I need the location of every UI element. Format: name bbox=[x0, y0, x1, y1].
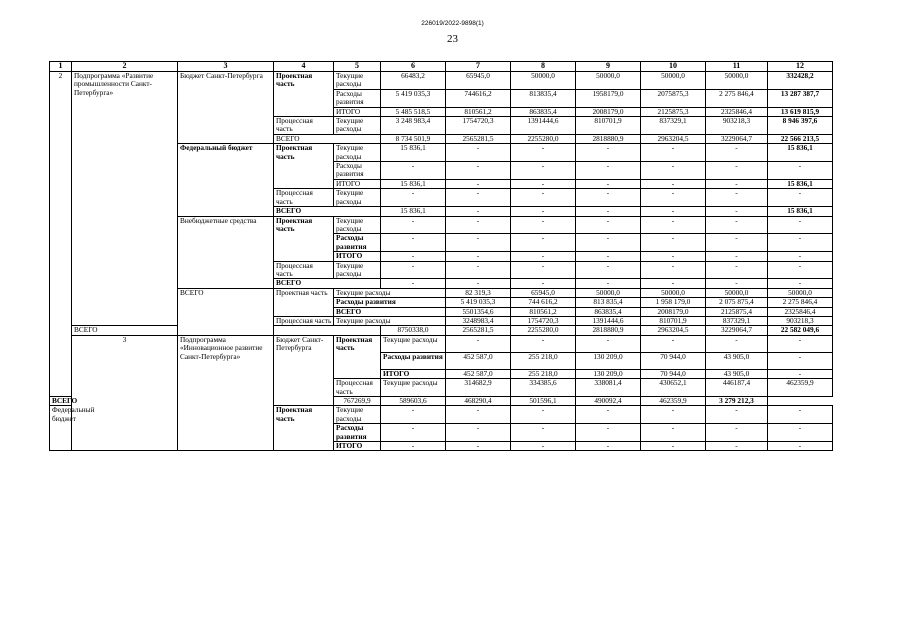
part-label: Проектная часть bbox=[274, 216, 334, 261]
table-cell: - bbox=[446, 261, 511, 279]
table-cell: - bbox=[511, 424, 576, 442]
funding-source: Внебюджетные средства bbox=[178, 216, 274, 288]
table-cell: 15 836,1 bbox=[381, 144, 446, 162]
table-cell: - bbox=[446, 179, 511, 188]
table-cell: 430652,1 bbox=[641, 379, 706, 397]
table-cell: 3 279 212,3 bbox=[706, 397, 768, 406]
table-cell: 2255280,0 bbox=[511, 326, 576, 335]
table-cell: 3229064,7 bbox=[706, 134, 768, 143]
table-cell: - bbox=[641, 234, 706, 252]
table-cell: - bbox=[381, 424, 446, 442]
table-cell: - bbox=[446, 216, 511, 234]
table-cell: 332428,2 bbox=[768, 72, 833, 90]
table-cell: 813 835,4 bbox=[576, 298, 641, 307]
expense-type: Текущие расходы bbox=[334, 261, 381, 279]
table-cell: - bbox=[706, 144, 768, 162]
table-cell: - bbox=[381, 279, 446, 288]
part-label: Процессная часть bbox=[274, 261, 334, 279]
table-cell: 70 944,0 bbox=[641, 352, 706, 369]
table-cell: 589603,6 bbox=[381, 397, 446, 406]
table-cell: - bbox=[768, 252, 833, 261]
col-header: 3 bbox=[178, 62, 274, 72]
table-cell: 903218,3 bbox=[768, 316, 833, 325]
expense-type: Расходы развития bbox=[334, 89, 381, 107]
table-cell: 863835,4 bbox=[511, 107, 576, 116]
col-header: 8 bbox=[511, 62, 576, 72]
table-cell: 2125875,3 bbox=[641, 107, 706, 116]
table-cell: 501596,1 bbox=[511, 397, 576, 406]
table-cell: 1391444,6 bbox=[511, 117, 576, 135]
total-label: ВСЕГО bbox=[50, 397, 178, 406]
table-cell: - bbox=[641, 335, 706, 352]
table-cell: - bbox=[641, 406, 706, 424]
table-cell: - bbox=[511, 179, 576, 188]
expense-type: Текущие расходы bbox=[334, 316, 446, 325]
table-cell: 767269,9 bbox=[334, 397, 381, 406]
table-cell: - bbox=[511, 216, 576, 234]
table-cell: - bbox=[381, 234, 446, 252]
table-cell: 50000,0 bbox=[706, 72, 768, 90]
table-cell: - bbox=[576, 406, 641, 424]
table-cell: 1391444,6 bbox=[576, 316, 641, 325]
table-cell: - bbox=[576, 162, 641, 180]
table-cell: 1958179,0 bbox=[576, 89, 641, 107]
table-cell: - bbox=[381, 252, 446, 261]
expense-type: ИТОГО bbox=[334, 179, 381, 188]
table-cell: - bbox=[511, 144, 576, 162]
table-cell: 15 836,1 bbox=[768, 179, 833, 188]
table-cell: 50000,0 bbox=[768, 288, 833, 297]
table-cell: 8 946 397,6 bbox=[768, 117, 833, 135]
table-cell: - bbox=[576, 144, 641, 162]
part-label: Проектная часть bbox=[334, 335, 381, 378]
table-cell: - bbox=[768, 369, 833, 378]
table-cell: 82 319,3 bbox=[446, 288, 511, 297]
table-cell: - bbox=[706, 279, 768, 288]
table-cell: 837329,1 bbox=[706, 316, 768, 325]
table-cell: 50000,0 bbox=[641, 72, 706, 90]
row-number: 2 bbox=[50, 72, 72, 397]
expense-type: ИТОГО bbox=[334, 442, 381, 451]
table-cell: 15 836,1 bbox=[768, 207, 833, 216]
table-cell: - bbox=[768, 442, 833, 451]
table-cell: 15 836,1 bbox=[381, 179, 446, 188]
table-cell: 2565281,5 bbox=[446, 134, 511, 143]
table-cell: 43 905,0 bbox=[706, 352, 768, 369]
page-number: 23 bbox=[447, 33, 458, 45]
table-cell: - bbox=[511, 335, 576, 352]
table-cell: - bbox=[706, 442, 768, 451]
table-cell: - bbox=[768, 352, 833, 369]
col-header: 10 bbox=[641, 62, 706, 72]
table-cell: 5 419 035,3 bbox=[381, 89, 446, 107]
table-cell: - bbox=[768, 216, 833, 234]
table-cell: 22 566 213,5 bbox=[768, 134, 833, 143]
table-cell: 50000,0 bbox=[706, 288, 768, 297]
funding-source: Федеральный бюджет bbox=[50, 406, 72, 451]
table-cell: 130 209,0 bbox=[576, 369, 641, 378]
table-cell: 5 485 518,5 bbox=[381, 107, 446, 116]
expense-type: Расходы развития bbox=[334, 298, 446, 307]
expense-type: Расходы развития bbox=[381, 352, 446, 369]
table-cell: 255 218,0 bbox=[511, 369, 576, 378]
funding-source: Бюджет Санкт-Петербурга bbox=[274, 335, 334, 406]
part-label: Процессная часть bbox=[274, 189, 334, 207]
total-label: ВСЕГО bbox=[274, 134, 381, 143]
table-cell: - bbox=[446, 424, 511, 442]
table-cell: - bbox=[381, 442, 446, 451]
expense-type: Текущие расходы bbox=[381, 379, 446, 397]
table-cell: 15 836,1 bbox=[381, 207, 446, 216]
table-cell: 468290,4 bbox=[446, 397, 511, 406]
table-cell: 66483,2 bbox=[381, 72, 446, 90]
table-cell: 837329,1 bbox=[641, 117, 706, 135]
table-cell: 334385,6 bbox=[511, 379, 576, 397]
expense-type: ИТОГО bbox=[334, 252, 381, 261]
table-cell: 314682,9 bbox=[446, 379, 511, 397]
table-cell: 744616,2 bbox=[446, 89, 511, 107]
table-cell: - bbox=[511, 279, 576, 288]
table-cell: 2325846,4 bbox=[706, 107, 768, 116]
table-row bbox=[50, 397, 833, 406]
col-header: 5 bbox=[334, 62, 381, 72]
table-cell: 446187,4 bbox=[706, 379, 768, 397]
table-row bbox=[50, 326, 833, 335]
table-cell: - bbox=[768, 189, 833, 207]
table-cell: - bbox=[446, 252, 511, 261]
table-cell: 65945,0 bbox=[511, 288, 576, 297]
table-cell: - bbox=[446, 162, 511, 180]
table-cell: - bbox=[576, 189, 641, 207]
col-header: 2 bbox=[72, 62, 178, 72]
table-cell: - bbox=[641, 442, 706, 451]
table-cell: - bbox=[641, 144, 706, 162]
table-cell: 2255280,0 bbox=[511, 134, 576, 143]
table-cell: 8 734 501,9 bbox=[381, 134, 446, 143]
funding-source: Бюджет Санкт-Петербурга bbox=[178, 72, 274, 144]
table-cell: - bbox=[381, 261, 446, 279]
table-cell: - bbox=[381, 216, 446, 234]
table-cell: 462359,9 bbox=[641, 397, 706, 406]
table-cell: 810701,9 bbox=[576, 117, 641, 135]
table-cell: - bbox=[706, 406, 768, 424]
part-label: Процессная часть bbox=[274, 316, 334, 325]
table-cell: 2818880,9 bbox=[576, 326, 641, 335]
table-cell: - bbox=[446, 189, 511, 207]
table-cell: 2565281,5 bbox=[446, 326, 511, 335]
table-cell: - bbox=[706, 234, 768, 252]
table-cell: - bbox=[706, 424, 768, 442]
table-cell: - bbox=[768, 424, 833, 442]
table-cell: - bbox=[511, 234, 576, 252]
funding-source: Федеральный бюджет bbox=[178, 144, 274, 216]
table-cell: 1 958 179,0 bbox=[641, 298, 706, 307]
table-cell: - bbox=[768, 335, 833, 352]
table-cell: 813835,4 bbox=[511, 89, 576, 107]
table-cell: - bbox=[641, 279, 706, 288]
col-header: 12 bbox=[768, 62, 833, 72]
table-cell: 2125875,4 bbox=[706, 307, 768, 316]
table-cell: - bbox=[706, 189, 768, 207]
table-cell: 810561,2 bbox=[511, 307, 576, 316]
table-cell: 5 419 035,3 bbox=[446, 298, 511, 307]
table-cell: - bbox=[706, 207, 768, 216]
table-cell: - bbox=[641, 252, 706, 261]
table-cell: - bbox=[641, 162, 706, 180]
table-cell: 65945,0 bbox=[446, 72, 511, 90]
part-label: Процессная часть bbox=[334, 379, 381, 397]
table-cell: - bbox=[768, 234, 833, 252]
header-row bbox=[50, 62, 833, 72]
table-cell: 22 582 049,6 bbox=[768, 326, 833, 335]
budget-table bbox=[49, 61, 833, 451]
expense-type: ИТОГО bbox=[381, 369, 446, 378]
table-cell: 2 275 846,4 bbox=[768, 298, 833, 307]
expense-type: Текущие расходы bbox=[334, 189, 381, 207]
table-cell: - bbox=[641, 216, 706, 234]
table-cell: - bbox=[768, 406, 833, 424]
table-row bbox=[50, 72, 833, 90]
row-number: 3 bbox=[72, 335, 178, 451]
table-cell: - bbox=[511, 189, 576, 207]
table-cell: 2963204,5 bbox=[641, 326, 706, 335]
col-header: 11 bbox=[706, 62, 768, 72]
table-cell: - bbox=[511, 442, 576, 451]
table-cell: 50000,0 bbox=[641, 288, 706, 297]
table-cell: 3229064,7 bbox=[706, 326, 768, 335]
table-cell: - bbox=[511, 406, 576, 424]
table-cell: 903218,3 bbox=[706, 117, 768, 135]
table-cell: - bbox=[641, 189, 706, 207]
table-cell: 2818880,9 bbox=[576, 134, 641, 143]
table-cell: - bbox=[576, 335, 641, 352]
table-cell: - bbox=[641, 424, 706, 442]
table-cell: 43 905,0 bbox=[706, 369, 768, 378]
expense-type: ВСЕГО bbox=[334, 307, 446, 316]
expense-type: Текущие расходы bbox=[334, 144, 381, 162]
expense-type: Расходы развития bbox=[334, 162, 381, 180]
table-cell: 70 944,0 bbox=[641, 369, 706, 378]
table-cell: - bbox=[576, 424, 641, 442]
part-label: Проектная часть bbox=[274, 144, 334, 189]
table-cell: - bbox=[706, 162, 768, 180]
total-label: ВСЕГО bbox=[178, 288, 274, 335]
table-cell: - bbox=[576, 261, 641, 279]
total-label: ВСЕГО bbox=[274, 207, 381, 216]
subprogram-name: Подпрограмма «Развитие промышленности Санкт-Петербурга» bbox=[72, 72, 178, 326]
table-cell: 2008179,0 bbox=[641, 307, 706, 316]
table-cell: 744 616,2 bbox=[511, 298, 576, 307]
expense-type: Текущие расходы bbox=[334, 72, 381, 90]
expense-type: Текущие расходы bbox=[334, 117, 381, 135]
table-cell: 2075875,3 bbox=[641, 89, 706, 107]
table-cell: - bbox=[446, 279, 511, 288]
table-cell: 13 287 387,7 bbox=[768, 89, 833, 107]
part-label: Проектная часть bbox=[274, 288, 334, 316]
part-label: Процессная часть bbox=[274, 117, 334, 135]
table-cell: 810561,2 bbox=[446, 107, 511, 116]
table-cell: - bbox=[576, 442, 641, 451]
table-row bbox=[50, 335, 833, 352]
table-cell: - bbox=[768, 162, 833, 180]
expense-type: Текущие расходы bbox=[334, 288, 446, 297]
table-cell: 130 209,0 bbox=[576, 352, 641, 369]
table-cell: - bbox=[768, 261, 833, 279]
table-cell: 810701,9 bbox=[641, 316, 706, 325]
table-cell: - bbox=[706, 179, 768, 188]
table-cell: - bbox=[446, 335, 511, 352]
col-header: 1 bbox=[50, 62, 72, 72]
expense-type: ИТОГО bbox=[334, 107, 381, 116]
table-cell: 338081,4 bbox=[576, 379, 641, 397]
part-label: Проектная часть bbox=[274, 406, 334, 451]
table-cell: - bbox=[768, 279, 833, 288]
table-cell: 1754720,3 bbox=[446, 117, 511, 135]
table-cell: - bbox=[576, 252, 641, 261]
table-cell: - bbox=[576, 207, 641, 216]
table-cell: - bbox=[706, 252, 768, 261]
table-cell: - bbox=[381, 189, 446, 207]
table-cell: - bbox=[446, 144, 511, 162]
col-header: 9 bbox=[576, 62, 641, 72]
table-cell: 13 619 815,9 bbox=[768, 107, 833, 116]
table-cell: - bbox=[511, 207, 576, 216]
table-cell: 1754720,3 bbox=[511, 316, 576, 325]
table-cell: 3 248 983,4 bbox=[381, 117, 446, 135]
expense-type: Текущие расходы bbox=[334, 216, 381, 234]
table-cell: - bbox=[641, 207, 706, 216]
table-cell: 15 836,1 bbox=[768, 144, 833, 162]
table-cell: 8750338,0 bbox=[381, 326, 446, 335]
table-cell: - bbox=[641, 261, 706, 279]
table-cell: - bbox=[706, 261, 768, 279]
table-cell: - bbox=[576, 179, 641, 188]
table-cell: 452 587,0 bbox=[446, 369, 511, 378]
table-cell: - bbox=[576, 279, 641, 288]
table-cell: 462359,9 bbox=[768, 379, 833, 397]
table-cell: 2 275 846,4 bbox=[706, 89, 768, 107]
expense-type: Текущие расходы bbox=[334, 406, 381, 424]
table-cell: 2 075 875,4 bbox=[706, 298, 768, 307]
table-cell: 50000,0 bbox=[576, 72, 641, 90]
table-cell: - bbox=[511, 261, 576, 279]
table-cell: 490092,4 bbox=[576, 397, 641, 406]
table-cell: 2325846,4 bbox=[768, 307, 833, 316]
expense-type: Расходы развития bbox=[334, 234, 381, 252]
total-label: ВСЕГО bbox=[274, 279, 381, 288]
table-cell: 255 218,0 bbox=[511, 352, 576, 369]
table-cell: - bbox=[381, 406, 446, 424]
table-cell: 50000,0 bbox=[576, 288, 641, 297]
table-cell: - bbox=[511, 162, 576, 180]
table-cell: - bbox=[641, 179, 706, 188]
table-cell: - bbox=[446, 234, 511, 252]
table-cell: 50000,0 bbox=[511, 72, 576, 90]
expense-type: Текущие расходы bbox=[381, 335, 446, 352]
table-cell: - bbox=[446, 207, 511, 216]
col-header: 4 bbox=[274, 62, 334, 72]
table-cell: 863835,4 bbox=[576, 307, 641, 316]
table-cell: 452 587,0 bbox=[446, 352, 511, 369]
col-header: 6 bbox=[381, 62, 446, 72]
table-cell: - bbox=[446, 442, 511, 451]
total-label: ВСЕГО bbox=[72, 326, 178, 335]
table-cell: 5501354,6 bbox=[446, 307, 511, 316]
table-cell: - bbox=[381, 162, 446, 180]
part-label: Проектная часть bbox=[274, 72, 334, 117]
table-cell: - bbox=[576, 234, 641, 252]
table-cell: - bbox=[706, 335, 768, 352]
table-cell: 2963204,5 bbox=[641, 134, 706, 143]
table-cell: - bbox=[706, 216, 768, 234]
subprogram-name: Подпрограмма «Инновационное развитие Санкт-Петербурга» bbox=[178, 335, 274, 451]
expense-type bbox=[274, 326, 381, 335]
table-cell: 2008179,0 bbox=[576, 107, 641, 116]
table-cell: - bbox=[576, 216, 641, 234]
table-cell: - bbox=[446, 406, 511, 424]
col-header: 7 bbox=[446, 62, 511, 72]
table-cell: 3248983,4 bbox=[446, 316, 511, 325]
document-number: 226019/2022-9898(1) bbox=[421, 20, 484, 27]
expense-type: Расходы развития bbox=[334, 424, 381, 442]
table-cell: - bbox=[511, 252, 576, 261]
